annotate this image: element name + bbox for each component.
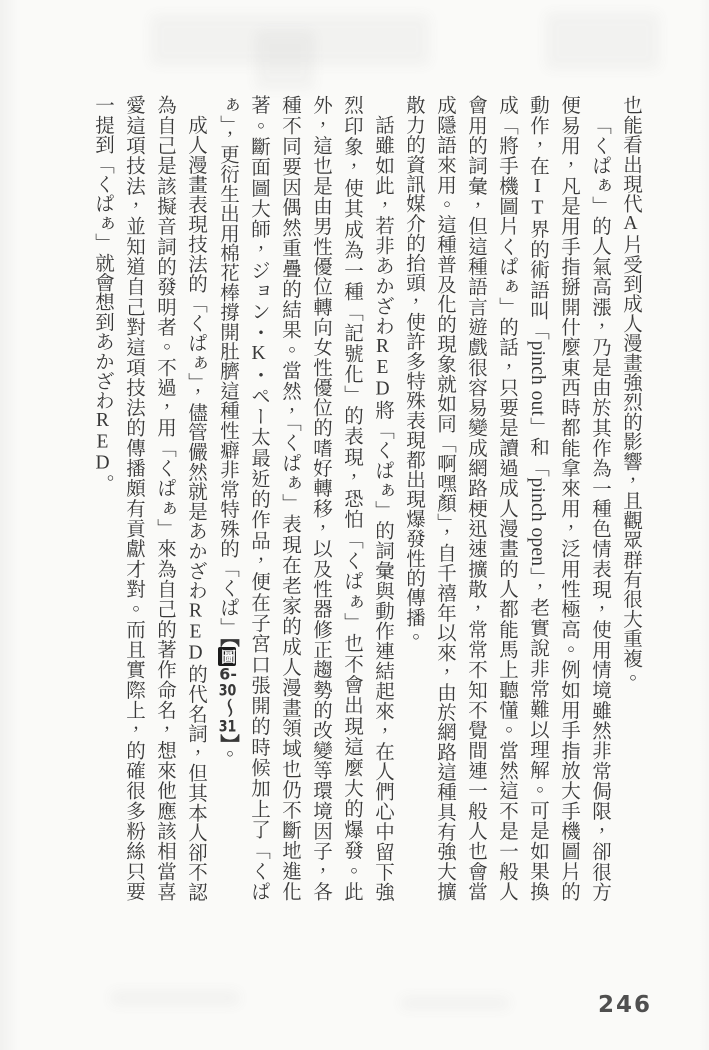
text-segment: 【 xyxy=(217,636,238,647)
text-segment: 將「くぱぁ」的詞彙與動作連結起來，在人們心中留下強烈印象，使其成為一種「記號化」的表現，恐怕「くぱぁ」也不會出現這麼大的爆發。此外，這也是由男性優位轉向女性優位的嗜好轉移，以及性器修正趨勢的改變等環境因子，各種不同要因偶然重疊的結果。當然，「くぱぁ」表現在老家的成人漫畫領域也仍不斷地進化著。斷面圖大師，ジョン・ xyxy=(248,95,393,902)
text-segment: 片受到成人漫畫強烈的影響，且觀眾群有很大重複。 xyxy=(620,234,641,688)
text-segment: 】 xyxy=(217,733,238,744)
text-segment: 界的術語叫「pinch out」和「pinch open」，老實說非常難以理解。可是如果換成「將手機圖片くぱぁ」的話，只要是讀過成人漫畫的人都能馬上聽懂。當然這不是一般人會用的詞彙，但這種語言遊戲很容易變成網路梗迅速擴散，常常不知不覺間連一般人也會當成隱語來用。這種普及化的現象就如同「啊嘿顏」，自千禧年以來，由於網路這種具有強大擴散力的資訊媒介的抬頭，使許多特殊表現都出現爆發性的傳播。 xyxy=(403,95,548,901)
text-segment: 話雖如此，若非あかざわ xyxy=(372,114,393,336)
show-through-artifact xyxy=(150,14,430,66)
text-segment: RED xyxy=(185,599,206,664)
text-segment: 30 xyxy=(218,682,237,698)
show-through-artifact xyxy=(255,30,315,90)
text-segment: 。 xyxy=(92,473,113,494)
show-through-artifact xyxy=(110,990,240,1006)
text-segment: 6- xyxy=(219,666,237,682)
text-segment: 也能看出現代 xyxy=(620,95,641,214)
text-segment: RED xyxy=(92,410,113,474)
text-segment: 〜 xyxy=(217,697,238,718)
text-segment: RED xyxy=(372,335,393,399)
figure-ref-chip: 圖 xyxy=(219,648,235,665)
text-segment: IT xyxy=(527,176,548,219)
show-through-artifact xyxy=(545,12,660,70)
page-number: 246 xyxy=(598,992,653,1018)
text-segment: 「くぱぁ」的人氣高漲，乃是由於其作為一種色情表現，使用情境雖然非常侷限，卻很方便易用，凡是用手指掰開什麼東西時都能拿來用，泛用性極高。例如用手指放大手機圖片的動作，在 xyxy=(527,95,610,901)
paragraph xyxy=(87,95,211,901)
paragraph xyxy=(398,95,615,901)
paragraph xyxy=(211,95,398,901)
text-segment: 。 xyxy=(217,743,238,764)
text-segment: 的代名詞，但其本人卻不認為自己是該擬音詞的發明者。不過，用「くぱぁ」來為自己的著作命名，想來他應該相當喜愛這項技法，並知道自己對這項技法的傳播頗有貢獻才對。而且實際上，的確很多粉絲只要一提到「くぱぁ」就會想到あかざわ xyxy=(92,95,206,902)
paragraph xyxy=(615,95,646,901)
text-segment: ・ペー太最近的作品，便在子宮口張開的時候加上了「くぱぁ」，更衍生出用棉花棒撐開肚臍這種性癖非常特殊的「くぱ」 xyxy=(217,95,269,901)
text-segment: 31 xyxy=(218,717,237,734)
text-segment: A xyxy=(620,213,641,235)
body-text xyxy=(87,95,646,901)
show-through-artifact xyxy=(400,996,510,1010)
text-segment: K xyxy=(248,342,269,365)
text-segment: 成人漫畫表現技法的「くぱぁ」，儘管儼然就是あかざわ xyxy=(185,114,206,600)
